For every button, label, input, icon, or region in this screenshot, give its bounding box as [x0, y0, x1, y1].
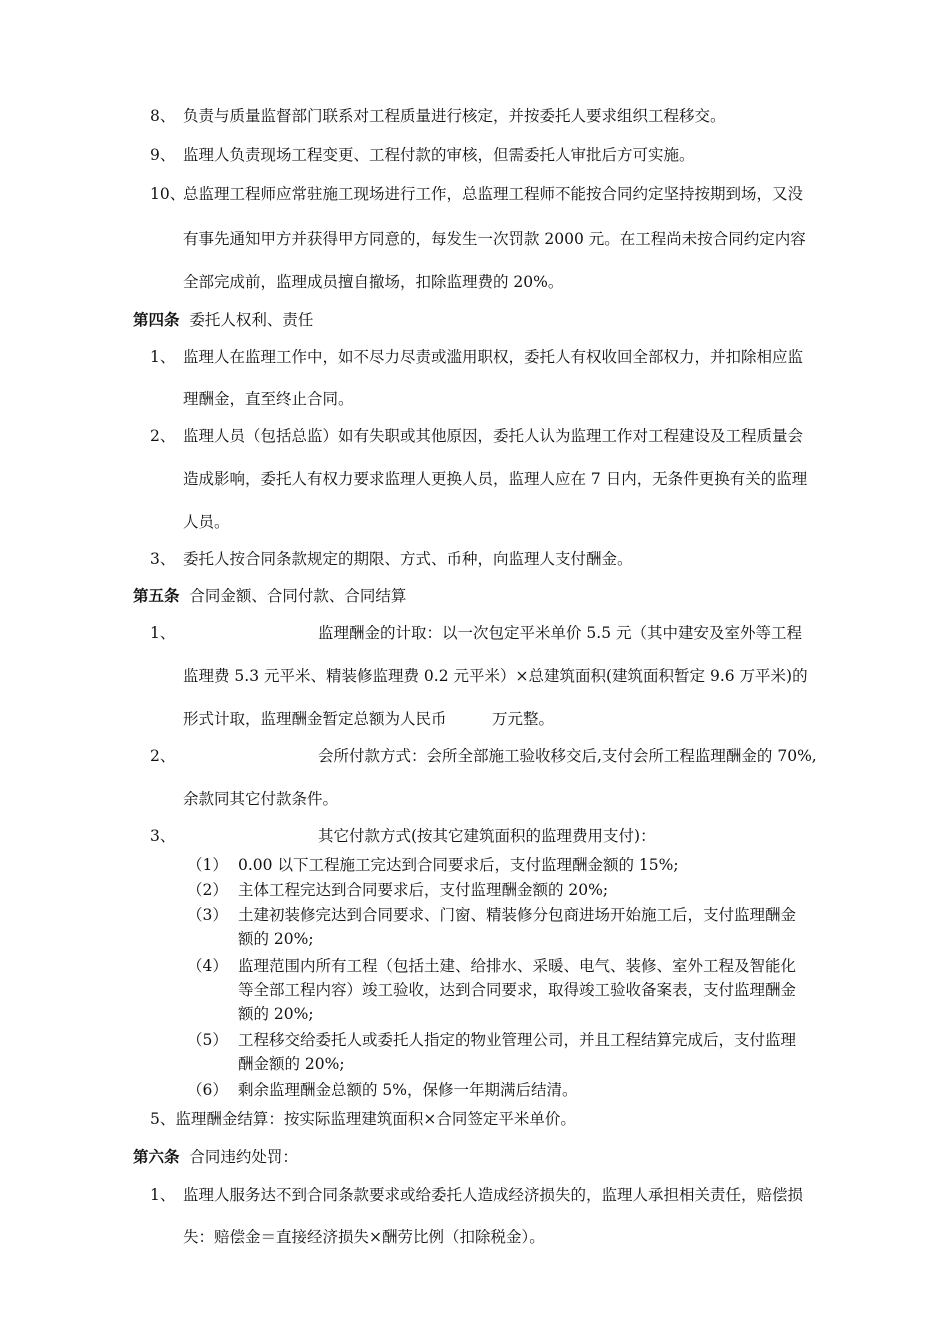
sub-item-text: 监理范围内所有工程（包括土建、给排水、采暖、电气、装修、室外工程及智能化	[238, 957, 797, 975]
list-item-text: 总监理工程师应常驻施工现场进行工作，总监理工程师不能按合同约定坚持按期到场，又没	[183, 185, 804, 203]
sub-item-number: （4）	[187, 957, 228, 975]
sub-item-number: （6）	[187, 1081, 228, 1099]
section-number: 第五条	[133, 586, 180, 605]
list-item-text: 会所付款方式：会所全部施工验收移交后,支付会所工程监理酬金的 70%,	[318, 747, 817, 765]
list-item-text: 万元整。	[492, 710, 555, 728]
list-number: 3、	[150, 550, 176, 568]
sub-item-text: 额的 20%;	[238, 930, 314, 948]
list-item-text: 负责与质量监督部门联系对工程质量进行核定，并按委托人要求组织工程移交。	[183, 107, 726, 125]
list-item-text: 全部完成前，监理成员擅自撤场，扣除监理费的 20%。	[183, 273, 564, 291]
list-item-text: 5、监理酬金结算：按实际监理建筑面积×合同签定平米单价。	[150, 1110, 576, 1128]
list-number: 1、	[150, 348, 176, 366]
section-heading	[133, 310, 313, 330]
sub-item-number: （5）	[187, 1031, 228, 1049]
sub-item-number: （3）	[187, 906, 228, 924]
section-heading	[133, 586, 406, 606]
list-item-text: 监理人员（包括总监）如有失职或其他原因，委托人认为监理工作对工程建设及工程质量会	[183, 427, 804, 445]
sub-item-number: （1）	[187, 856, 228, 874]
sub-item-text: 工程移交给委托人或委托人指定的物业管理公司，并且工程结算完成后，支付监理	[238, 1031, 797, 1049]
list-item-text: 监理酬金的计取：以一次包定平米单价 5.5 元（其中建安及室外等工程	[318, 624, 803, 642]
sub-item-text: 主体工程完达到合同要求后，支付监理酬金额的 20%;	[238, 881, 609, 899]
list-item-text: 有事先通知甲方并获得甲方同意的，每发生一次罚款 2000 元。在工程尚未按合同约定内容	[183, 230, 806, 248]
sub-item-text: 0.00 以下工程施工完达到合同要求后，支付监理酬金额的 15%;	[238, 856, 679, 874]
list-item-text: 监理人在监理工作中，如不尽力尽责或滥用职权，委托人有权收回全部权力，并扣除相应监	[183, 348, 804, 366]
list-item-text: 失：赔偿金＝直接经济损失×酬劳比例（扣除税金）。	[183, 1228, 545, 1246]
list-item-text: 委托人按合同条款规定的期限、方式、币种，向监理人支付酬金。	[183, 550, 633, 568]
list-item-text: 监理费 5.3 元平米、精装修监理费 0.2 元平米）×总建筑面积(建筑面积暂定 9.6 万平米)的	[183, 667, 808, 685]
list-number: 1、	[150, 624, 176, 642]
list-item-text: 形式计取，监理酬金暂定总额为人民币	[183, 710, 447, 728]
sub-item-text: 剩余监理酬金总额的 5%，保修一年期满后结清。	[238, 1081, 578, 1099]
list-item-text: 监理人服务达不到合同条款要求或给委托人造成经济损失的，监理人承担相关责任，赔偿损	[183, 1186, 804, 1204]
section-title: 合同金额、合同付款、合同结算	[189, 587, 407, 605]
list-item-text: 监理人负责现场工程变更、工程付款的审核，但需委托人审批后方可实施。	[183, 146, 695, 164]
list-number: 3、	[150, 827, 176, 845]
list-number: 2、	[150, 427, 176, 445]
sub-item-text: 酬金额的 20%;	[238, 1055, 345, 1073]
list-item-text: 其它付款方式(按其它建筑面积的监理费用支付)：	[318, 827, 656, 845]
list-number: 9、	[150, 146, 176, 164]
list-number: 8、	[150, 107, 176, 125]
list-item-text: 余款同其它付款条件。	[183, 790, 339, 808]
list-item-text: 人员。	[183, 513, 230, 531]
list-item-text: 造成影响，委托人有权力要求监理人更换人员，监理人应在 7 日内，无条件更换有关的监理	[183, 470, 808, 488]
list-number: 1、	[150, 1186, 176, 1204]
list-item-text: 理酬金，直至终止合同。	[183, 390, 354, 408]
section-title: 委托人权利、责任	[189, 311, 314, 329]
list-number: 10、	[150, 185, 186, 203]
section-number: 第四条	[133, 310, 180, 329]
sub-item-text: 土建初装修完达到合同要求、门窗、精装修分包商进场开始施工后，支付监理酬金	[238, 906, 797, 924]
sub-item-number: （2）	[187, 881, 228, 899]
sub-item-text: 等全部工程内容）竣工验收，达到合同要求，取得竣工验收备案表，支付监理酬金	[238, 981, 797, 999]
section-heading	[133, 1147, 298, 1167]
section-title: 合同违约处罚：	[189, 1148, 298, 1166]
sub-item-text: 额的 20%;	[238, 1005, 314, 1023]
section-number: 第六条	[133, 1147, 180, 1166]
list-number: 2、	[150, 747, 176, 765]
